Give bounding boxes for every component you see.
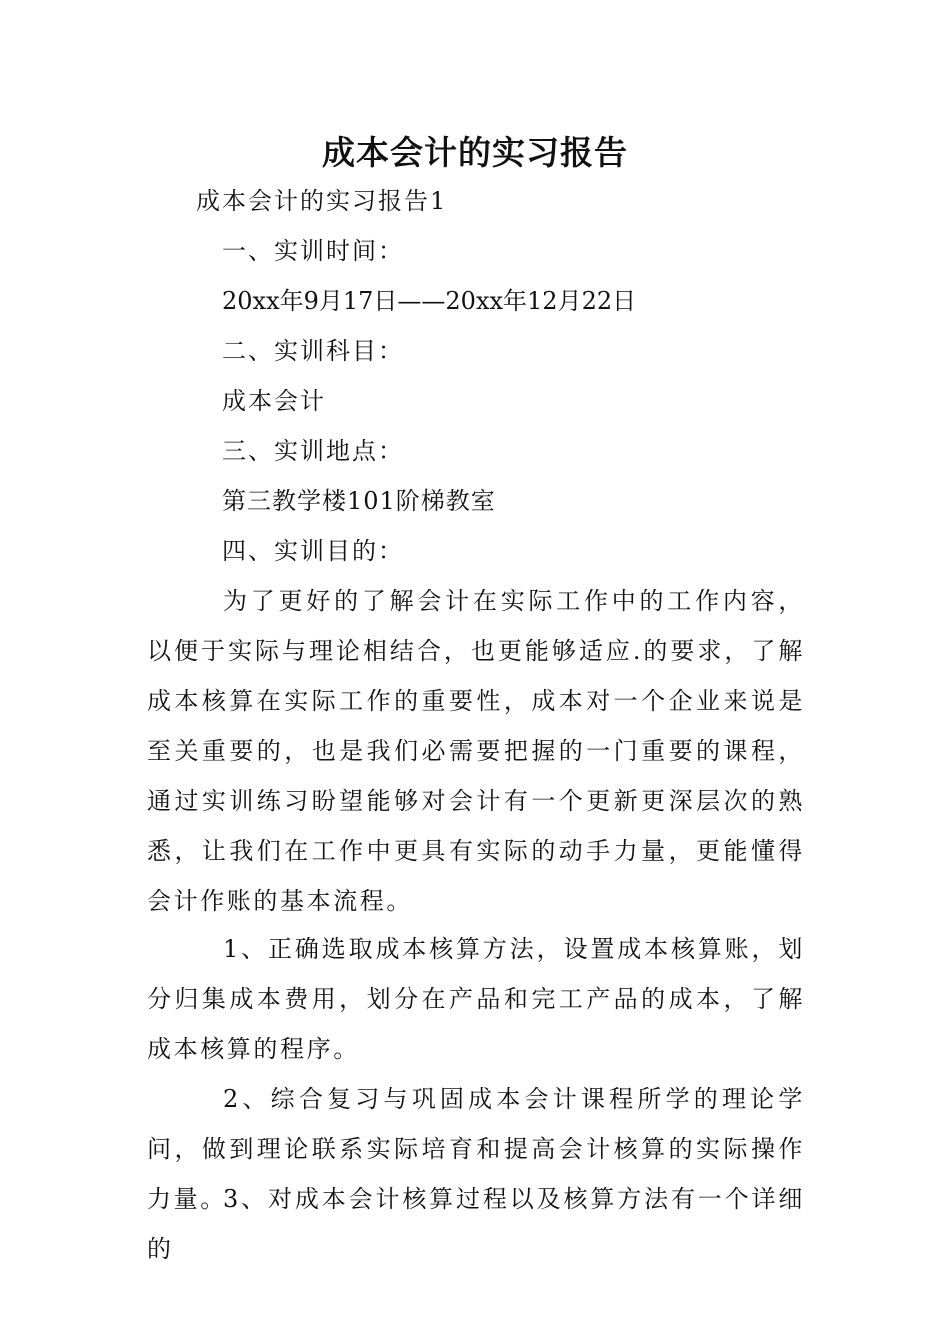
list-item-3: 3、对成本会计核算过程以及核算方法有一个详细的 — [147, 1185, 805, 1263]
section-heading-purpose: 四、实训目的： — [222, 537, 404, 565]
section-heading-subject: 二、实训科目： — [222, 337, 404, 365]
report-subtitle: 成本会计的实习报告1 — [196, 187, 448, 215]
section-value-time: 20xx年9月17日——20xx年12月22日 — [222, 287, 637, 315]
section-value-subject: 成本会计 — [222, 387, 326, 415]
section-heading-time: 一、实训时间： — [222, 237, 404, 265]
list-item-2: 2、综合复习与巩固成本会计课程所学的理论学问，做到理论联系实际培育和提高会计核算的实际操作力量。 — [147, 1085, 805, 1213]
section-heading-location: 三、实训地点： — [222, 437, 404, 465]
paragraph-purpose: 为了更好的了解会计在实际工作中的工作内容，以便于实际与理论相结合，也更能够适应.的要求，了解成本核算在实际工作的重要性，成本对一个企业来说是至关重要的，也是我们必需要把握的一门重要的课程，通过实训练习盼望能够对会计有一个更新更深层次的熟悉，让我们在工作中更具有实际的动手力量，更能懂得会计作账的基本流程。 — [147, 587, 805, 915]
document-title: 成本会计的实习报告 — [322, 133, 628, 172]
section-value-location: 第三教学楼101阶梯教室 — [222, 487, 496, 515]
list-item-1: 1、正确选取成本核算方法，设置成本核算账，划分归集成本费用，划分在产品和完工产品的成本，了解成本核算的程序。 — [147, 935, 805, 1063]
